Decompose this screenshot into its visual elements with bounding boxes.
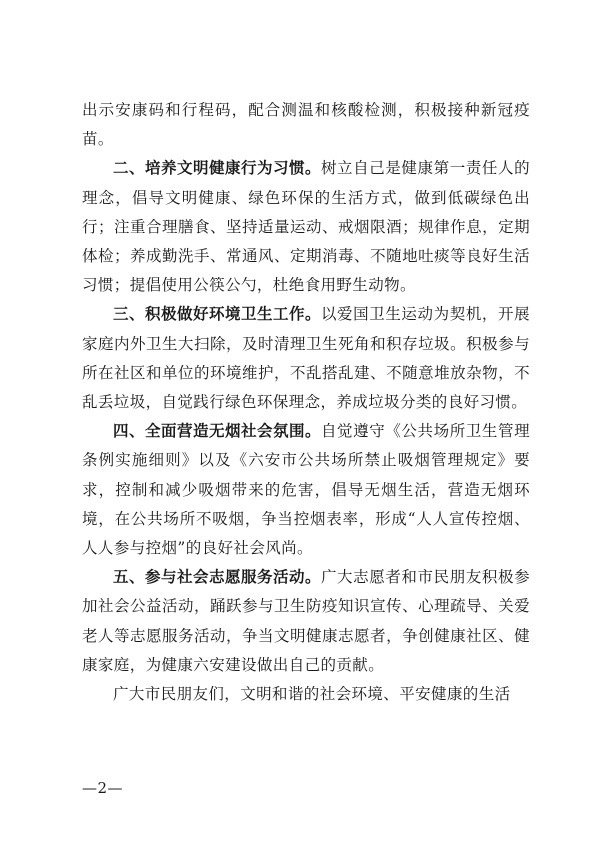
- paragraph-closing: [82, 680, 530, 709]
- section-heading: 二、培养文明健康行为习惯。: [113, 159, 321, 178]
- paragraph-text: 以爱国卫生运动为契机，开展家庭内外卫生大扫除，及时清理卫生死角和积存垃圾。积极参与所在社区和单位的环境维护，不乱搭乱建、不随意堆放杂物，不乱丢垃圾，自觉践行绿色环保理念，养成垃圾分类的良好习惯。: [82, 305, 531, 412]
- paragraph-continuation: [82, 96, 530, 154]
- section-heading: 三、积极做好环境卫生工作。: [113, 305, 321, 324]
- paragraph-section-4: [82, 417, 530, 563]
- paragraph-section-3: [82, 300, 530, 417]
- paragraph-section-2: [82, 154, 530, 300]
- paragraph-text: 广大志愿者和市民朋友积极参加社会公益活动，踊跃参与卫生防疫知识宣传、心理疏导、关爱老人等志愿服务活动，争当文明健康志愿者，争创健康社区、健康家庭，为健康六安建设做出自己的贡献。: [82, 568, 531, 674]
- page-number: —2—: [82, 779, 124, 797]
- paragraph-text: 自觉遵守《公共场所卫生管理条例实施细则》以及《六安市公共场所禁止吸烟管理规定》要求，控制和减少吸烟带来的危害，倡导无烟生活，营造无烟环境，在公共场所不吸烟，争当控烟表率，形成“人人宣传控烟、人人参与控烟”的良好社会风尚。: [82, 422, 531, 558]
- document-body: [82, 96, 530, 709]
- paragraph-text: 树立自己是健康第一责任人的理念，倡导文明健康、绿色环保的生活方式，做到低碳绿色出行；注重合理膳食、坚持适量运动、戒烟限酒；规律作息，定期体检；养成勤洗手、常通风、定期消毒、不随地吐痰等良好生活习惯；提倡使用公筷公勺，杜绝食用野生动物。: [82, 159, 531, 295]
- section-heading: 四、全面营造无烟社会氛围。: [113, 422, 321, 441]
- paragraph-text: 出示安康码和行程码，配合测温和核酸检测，积极接种新冠疫苗。: [82, 101, 530, 149]
- paragraph-text: 广大市民朋友们，文明和谐的社会环境、平安健康的生活: [113, 685, 511, 704]
- paragraph-section-5: [82, 563, 530, 680]
- section-heading: 五、参与社会志愿服务活动。: [113, 568, 321, 587]
